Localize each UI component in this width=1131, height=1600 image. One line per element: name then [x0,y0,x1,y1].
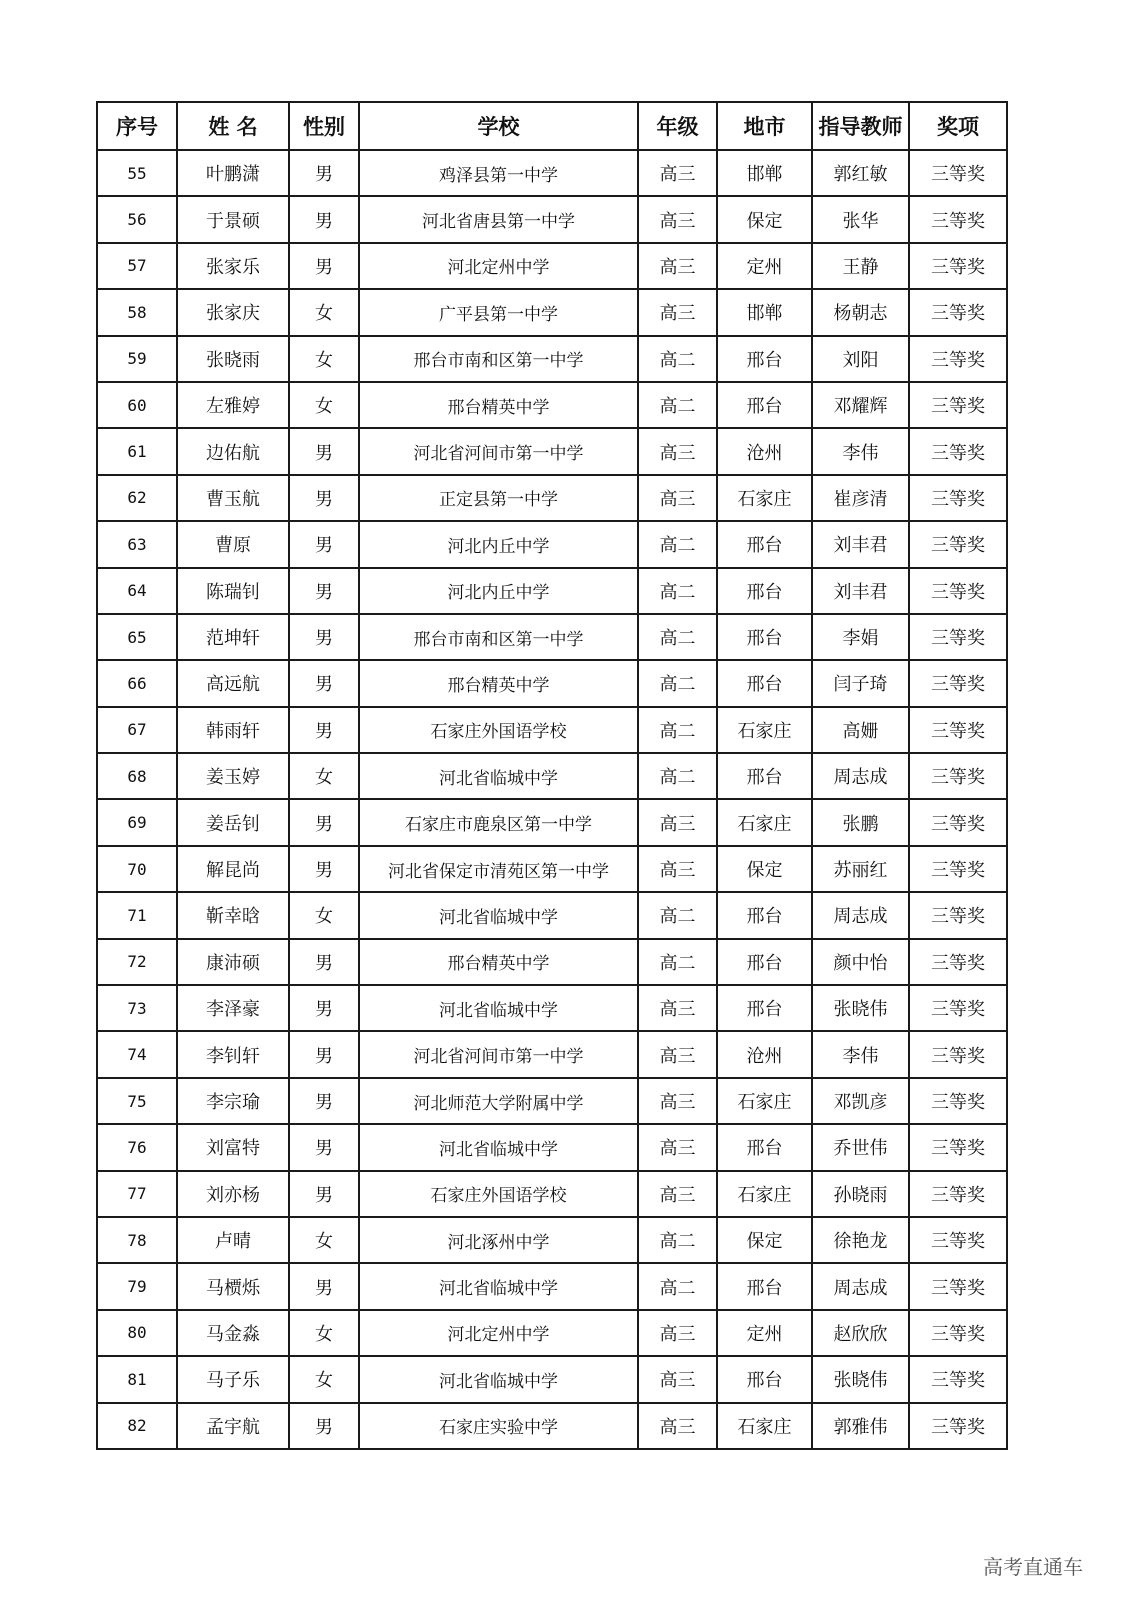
cell-school: 河北省临城中学 [359,753,638,799]
cell-teacher: 周志成 [812,1263,909,1309]
cell-name: 姜岳钊 [177,799,289,845]
cell-teacher: 张华 [812,196,909,242]
cell-gender: 男 [289,243,359,289]
table-row [97,846,1007,892]
cell-gender: 男 [289,1403,359,1449]
cell-gender: 男 [289,196,359,242]
table-row [97,336,1007,382]
cell-index: 57 [97,243,177,289]
cell-grade: 高二 [638,1263,717,1309]
cell-index: 64 [97,568,177,614]
cell-index: 62 [97,475,177,521]
table-row [97,1356,1007,1402]
cell-grade: 高三 [638,846,717,892]
cell-teacher: 孙晓雨 [812,1171,909,1217]
cell-name: 解昆尚 [177,846,289,892]
cell-gender: 男 [289,707,359,753]
cell-index: 58 [97,289,177,335]
cell-name: 曹玉航 [177,475,289,521]
cell-teacher: 李伟 [812,1031,909,1077]
cell-city: 邢台 [717,1356,812,1402]
cell-grade: 高三 [638,150,717,196]
cell-teacher: 闫子琦 [812,660,909,706]
cell-award: 三等奖 [909,568,1007,614]
cell-teacher: 郭雅伟 [812,1403,909,1449]
cell-award: 三等奖 [909,753,1007,799]
table-row [97,799,1007,845]
cell-school: 河北省临城中学 [359,892,638,938]
cell-award: 三等奖 [909,196,1007,242]
table-row [97,707,1007,753]
cell-index: 70 [97,846,177,892]
cell-school: 鸡泽县第一中学 [359,150,638,196]
cell-index: 73 [97,985,177,1031]
cell-award: 三等奖 [909,985,1007,1031]
cell-city: 邢台 [717,614,812,660]
cell-name: 左雅婷 [177,382,289,428]
cell-teacher: 张晓伟 [812,1356,909,1402]
cell-gender: 男 [289,614,359,660]
cell-award: 三等奖 [909,939,1007,985]
cell-award: 三等奖 [909,289,1007,335]
cell-name: 范坤轩 [177,614,289,660]
cell-award: 三等奖 [909,428,1007,474]
cell-name: 李钊轩 [177,1031,289,1077]
cell-award: 三等奖 [909,1124,1007,1170]
cell-grade: 高三 [638,428,717,474]
table-row [97,1078,1007,1124]
cell-award: 三等奖 [909,1403,1007,1449]
cell-award: 三等奖 [909,150,1007,196]
cell-grade: 高二 [638,753,717,799]
cell-grade: 高二 [638,707,717,753]
cell-gender: 男 [289,1078,359,1124]
cell-city: 邯郸 [717,150,812,196]
cell-school: 河北内丘中学 [359,568,638,614]
header-cell-city: 地市 [717,102,812,150]
cell-index: 69 [97,799,177,845]
cell-school: 河北省保定市清苑区第一中学 [359,846,638,892]
cell-index: 60 [97,382,177,428]
cell-city: 沧州 [717,428,812,474]
cell-award: 三等奖 [909,1031,1007,1077]
cell-city: 邢台 [717,939,812,985]
cell-index: 82 [97,1403,177,1449]
cell-teacher: 王静 [812,243,909,289]
header-row [97,102,1007,150]
cell-city: 石家庄 [717,1403,812,1449]
cell-index: 74 [97,1031,177,1077]
cell-award: 三等奖 [909,1171,1007,1217]
cell-name: 马子乐 [177,1356,289,1402]
cell-city: 定州 [717,243,812,289]
cell-gender: 女 [289,753,359,799]
cell-school: 正定县第一中学 [359,475,638,521]
cell-school: 河北省唐县第一中学 [359,196,638,242]
cell-school: 广平县第一中学 [359,289,638,335]
cell-school: 邢台精英中学 [359,939,638,985]
cell-teacher: 李伟 [812,428,909,474]
cell-school: 石家庄外国语学校 [359,1171,638,1217]
cell-award: 三等奖 [909,660,1007,706]
table-row [97,985,1007,1031]
cell-teacher: 高姗 [812,707,909,753]
award-list-table [96,101,1008,1450]
cell-city: 定州 [717,1310,812,1356]
cell-name: 姜玉婷 [177,753,289,799]
cell-gender: 男 [289,150,359,196]
cell-teacher: 周志成 [812,753,909,799]
cell-grade: 高二 [638,1217,717,1263]
cell-teacher: 赵欣欣 [812,1310,909,1356]
cell-name: 马槚烁 [177,1263,289,1309]
cell-gender: 女 [289,892,359,938]
header-cell-teacher: 指导教师 [812,102,909,150]
cell-city: 邢台 [717,1124,812,1170]
table-row [97,1310,1007,1356]
cell-school: 河北省临城中学 [359,1356,638,1402]
header-cell-grade: 年级 [638,102,717,150]
header-cell-school: 学校 [359,102,638,150]
table-row [97,939,1007,985]
cell-city: 石家庄 [717,475,812,521]
table-row [97,753,1007,799]
cell-grade: 高三 [638,985,717,1031]
cell-school: 河北省临城中学 [359,1124,638,1170]
cell-index: 65 [97,614,177,660]
cell-city: 保定 [717,846,812,892]
cell-index: 61 [97,428,177,474]
cell-school: 石家庄外国语学校 [359,707,638,753]
cell-gender: 女 [289,289,359,335]
cell-index: 56 [97,196,177,242]
cell-name: 刘亦杨 [177,1171,289,1217]
cell-index: 79 [97,1263,177,1309]
cell-teacher: 杨朝志 [812,289,909,335]
cell-gender: 男 [289,799,359,845]
cell-city: 邢台 [717,753,812,799]
cell-award: 三等奖 [909,243,1007,289]
cell-gender: 男 [289,985,359,1031]
table-row [97,568,1007,614]
cell-city: 石家庄 [717,1171,812,1217]
cell-gender: 女 [289,336,359,382]
cell-grade: 高三 [638,289,717,335]
cell-index: 81 [97,1356,177,1402]
cell-school: 河北师范大学附属中学 [359,1078,638,1124]
table-row [97,660,1007,706]
cell-gender: 女 [289,1356,359,1402]
cell-grade: 高三 [638,1403,717,1449]
header-cell-name: 姓 名 [177,102,289,150]
cell-index: 75 [97,1078,177,1124]
cell-school: 邢台精英中学 [359,660,638,706]
cell-gender: 女 [289,1310,359,1356]
cell-school: 邢台市南和区第一中学 [359,336,638,382]
cell-name: 孟宇航 [177,1403,289,1449]
cell-index: 67 [97,707,177,753]
cell-award: 三等奖 [909,846,1007,892]
cell-name: 叶鹏潇 [177,150,289,196]
cell-grade: 高三 [638,1310,717,1356]
cell-school: 石家庄实验中学 [359,1403,638,1449]
cell-gender: 男 [289,1171,359,1217]
cell-teacher: 邓耀辉 [812,382,909,428]
table-row [97,475,1007,521]
cell-city: 石家庄 [717,707,812,753]
cell-gender: 男 [289,846,359,892]
cell-teacher: 刘丰君 [812,568,909,614]
table-row [97,1171,1007,1217]
cell-name: 韩雨轩 [177,707,289,753]
cell-award: 三等奖 [909,1356,1007,1402]
cell-city: 保定 [717,1217,812,1263]
cell-gender: 男 [289,521,359,567]
cell-name: 刘富特 [177,1124,289,1170]
cell-gender: 男 [289,1124,359,1170]
cell-grade: 高三 [638,1356,717,1402]
cell-grade: 高三 [638,243,717,289]
table-row [97,521,1007,567]
header-cell-award: 奖项 [909,102,1007,150]
cell-grade: 高二 [638,892,717,938]
cell-grade: 高二 [638,336,717,382]
cell-award: 三等奖 [909,382,1007,428]
cell-award: 三等奖 [909,1310,1007,1356]
cell-index: 66 [97,660,177,706]
cell-index: 71 [97,892,177,938]
cell-grade: 高三 [638,799,717,845]
cell-name: 靳幸晗 [177,892,289,938]
cell-grade: 高三 [638,475,717,521]
cell-name: 张晓雨 [177,336,289,382]
cell-grade: 高二 [638,521,717,567]
cell-city: 邢台 [717,1263,812,1309]
cell-index: 76 [97,1124,177,1170]
cell-school: 石家庄市鹿泉区第一中学 [359,799,638,845]
cell-grade: 高二 [638,382,717,428]
watermark-text: 高考直通车 [983,1555,1083,1579]
cell-grade: 高二 [638,939,717,985]
cell-grade: 高三 [638,196,717,242]
cell-gender: 男 [289,428,359,474]
table-row [97,614,1007,660]
cell-grade: 高二 [638,660,717,706]
cell-name: 马金淼 [177,1310,289,1356]
cell-award: 三等奖 [909,892,1007,938]
cell-index: 78 [97,1217,177,1263]
cell-index: 63 [97,521,177,567]
cell-award: 三等奖 [909,1217,1007,1263]
table-row [97,1217,1007,1263]
cell-grade: 高三 [638,1171,717,1217]
cell-teacher: 苏丽红 [812,846,909,892]
cell-city: 沧州 [717,1031,812,1077]
cell-city: 邢台 [717,521,812,567]
cell-index: 55 [97,150,177,196]
cell-index: 80 [97,1310,177,1356]
cell-index: 72 [97,939,177,985]
cell-teacher: 张晓伟 [812,985,909,1031]
cell-award: 三等奖 [909,1263,1007,1309]
cell-name: 康沛硕 [177,939,289,985]
cell-index: 68 [97,753,177,799]
cell-school: 河北省河间市第一中学 [359,428,638,474]
table-row [97,243,1007,289]
table-row [97,1031,1007,1077]
cell-grade: 高三 [638,1124,717,1170]
cell-teacher: 刘丰君 [812,521,909,567]
cell-teacher: 郭红敏 [812,150,909,196]
cell-city: 邢台 [717,568,812,614]
cell-teacher: 刘阳 [812,336,909,382]
cell-teacher: 崔彦清 [812,475,909,521]
cell-teacher: 张鹏 [812,799,909,845]
cell-grade: 高三 [638,1078,717,1124]
cell-gender: 男 [289,475,359,521]
cell-gender: 男 [289,660,359,706]
cell-city: 邢台 [717,382,812,428]
cell-award: 三等奖 [909,614,1007,660]
cell-gender: 女 [289,382,359,428]
cell-name: 卢晴 [177,1217,289,1263]
header-cell-index: 序号 [97,102,177,150]
cell-award: 三等奖 [909,475,1007,521]
cell-name: 边佑航 [177,428,289,474]
cell-school: 河北省河间市第一中学 [359,1031,638,1077]
cell-school: 邢台市南和区第一中学 [359,614,638,660]
cell-gender: 男 [289,568,359,614]
cell-name: 李宗瑜 [177,1078,289,1124]
cell-school: 河北定州中学 [359,243,638,289]
cell-award: 三等奖 [909,707,1007,753]
cell-teacher: 周志成 [812,892,909,938]
cell-school: 河北省临城中学 [359,985,638,1031]
cell-name: 张家乐 [177,243,289,289]
award-rows [97,150,1007,1449]
table-row [97,150,1007,196]
cell-school: 河北定州中学 [359,1310,638,1356]
cell-city: 邢台 [717,892,812,938]
cell-grade: 高三 [638,1031,717,1077]
cell-gender: 男 [289,1031,359,1077]
cell-school: 河北省临城中学 [359,1263,638,1309]
cell-city: 石家庄 [717,799,812,845]
cell-gender: 男 [289,1263,359,1309]
cell-index: 59 [97,336,177,382]
cell-name: 李泽豪 [177,985,289,1031]
table-row [97,382,1007,428]
cell-teacher: 徐艳龙 [812,1217,909,1263]
cell-name: 于景硕 [177,196,289,242]
header-cell-gender: 性别 [289,102,359,150]
cell-city: 邢台 [717,660,812,706]
cell-school: 河北涿州中学 [359,1217,638,1263]
cell-grade: 高二 [638,568,717,614]
cell-city: 邢台 [717,336,812,382]
table-row [97,196,1007,242]
cell-name: 陈瑞钊 [177,568,289,614]
cell-award: 三等奖 [909,336,1007,382]
cell-school: 邢台精英中学 [359,382,638,428]
cell-index: 77 [97,1171,177,1217]
cell-award: 三等奖 [909,799,1007,845]
cell-award: 三等奖 [909,1078,1007,1124]
cell-city: 邯郸 [717,289,812,335]
cell-teacher: 乔世伟 [812,1124,909,1170]
table-row [97,428,1007,474]
cell-gender: 男 [289,939,359,985]
cell-name: 高远航 [177,660,289,706]
cell-teacher: 颜中怡 [812,939,909,985]
table-row [97,289,1007,335]
cell-gender: 女 [289,1217,359,1263]
cell-name: 张家庆 [177,289,289,335]
cell-teacher: 邓凯彦 [812,1078,909,1124]
table-row [97,1403,1007,1449]
cell-city: 石家庄 [717,1078,812,1124]
cell-grade: 高二 [638,614,717,660]
table-row [97,892,1007,938]
cell-school: 河北内丘中学 [359,521,638,567]
cell-city: 邢台 [717,985,812,1031]
cell-teacher: 李娟 [812,614,909,660]
cell-award: 三等奖 [909,521,1007,567]
cell-city: 保定 [717,196,812,242]
table-row [97,1263,1007,1309]
table-row [97,1124,1007,1170]
cell-name: 曹原 [177,521,289,567]
